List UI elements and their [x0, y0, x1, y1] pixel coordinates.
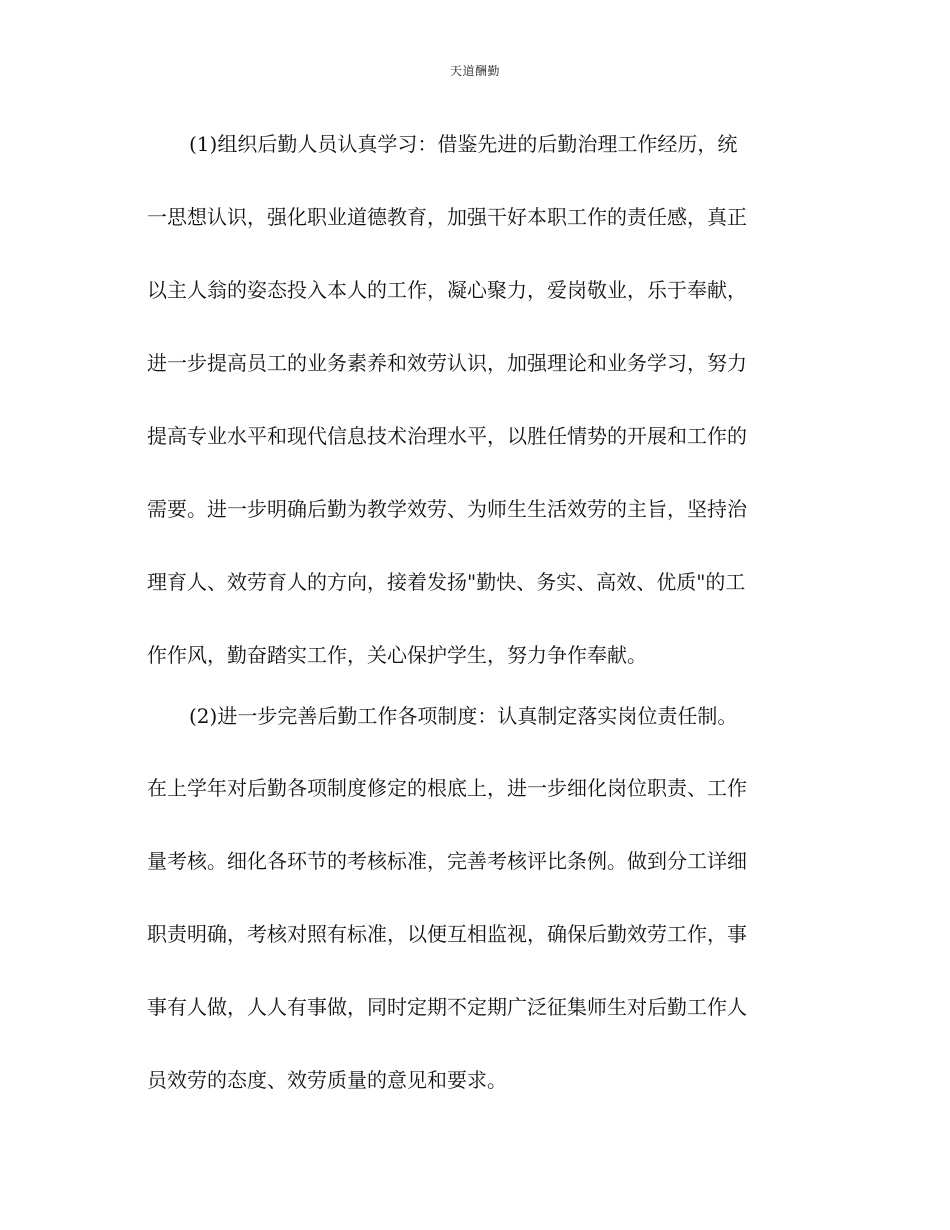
- paragraph-2-line-1: (2)进一步完善后勤工作各项制度：认真制定落实岗位责任制。: [189, 704, 738, 728]
- paragraph-2-line-6: 员效劳的态度、效劳质量的意见和要求。: [147, 1068, 507, 1092]
- paragraph-1-line-5: 提高专业水平和现代信息技术治理水平，以胜任情势的开展和工作的: [147, 424, 747, 448]
- page-header: 天道酬勤: [449, 64, 500, 78]
- paragraph-1-line-7: 理育人、效劳育人的方向，接着发扬"勤快、务实、高效、优质"的工: [147, 570, 746, 594]
- paragraph-1-line-8: 作作风，勤奋踏实工作，关心保护学生，努力争作奉献。: [147, 643, 647, 667]
- paragraph-1-line-3: 以主人翁的姿态投入本人的工作，凝心聚力，爱岗敬业，乐于奉献，: [147, 278, 747, 302]
- paragraph-2-line-3: 量考核。细化各环节的考核标准，完善考核评比条例。做到分工详细: [147, 849, 747, 873]
- paragraph-1-line-4: 进一步提高员工的业务素养和效劳认识，加强理论和业务学习，努力: [147, 351, 747, 375]
- paragraph-1-line-1: (1)组织后勤人员认真学习：借鉴先进的后勤治理工作经历，统: [189, 132, 738, 156]
- paragraph-2-line-4: 职责明确，考核对照有标准，以便互相监视，确保后勤效劳工作，事: [147, 922, 747, 946]
- paragraph-2-line-5: 事有人做，人人有事做，同时定期不定期广泛征集师生对后勤工作人: [147, 995, 747, 1019]
- paragraph-1-line-6: 需要。进一步明确后勤为教学效劳、为师生生活效劳的主旨，坚持治: [147, 497, 747, 521]
- paragraph-1-line-2: 一思想认识，强化职业道德教育，加强干好本职工作的责任感，真正: [147, 205, 747, 229]
- paragraph-2-line-2: 在上学年对后勤各项制度修定的根底上，进一步细化岗位职责、工作: [147, 776, 747, 800]
